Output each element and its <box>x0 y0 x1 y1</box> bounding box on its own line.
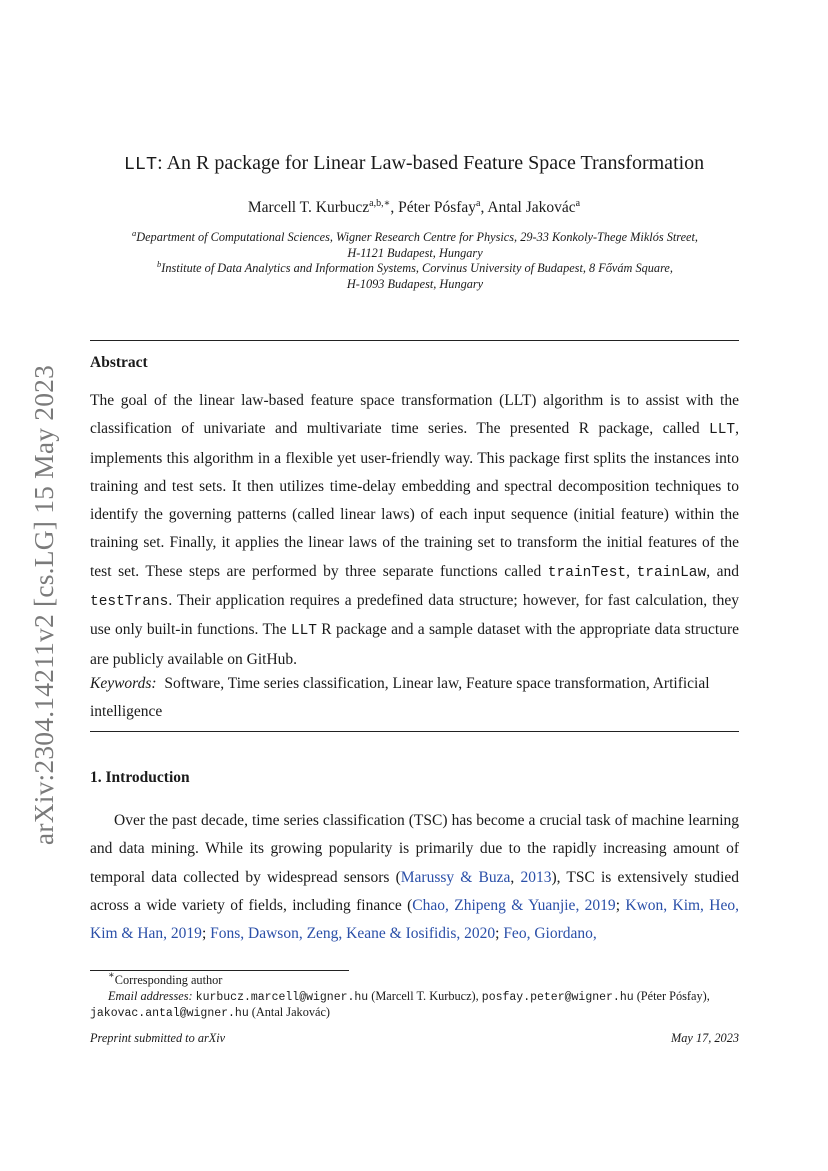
author-name: Marcell T. Kurbucz <box>247 199 370 216</box>
abstract-body <box>90 387 739 674</box>
abstract-text: , <box>626 562 637 580</box>
citation-link[interactable]: Chao, Zhipeng & Yuanjie, 2019 <box>412 896 616 914</box>
intro-text: , <box>510 868 521 886</box>
email-label: Email addresses: <box>108 988 193 1003</box>
citation-link[interactable]: Feo, Giordano, <box>503 925 597 943</box>
footnote-rule <box>90 970 349 971</box>
keywords-text: Software, Time series classification, Linear law, Feature space transformation, Artificial intelligence <box>90 675 710 721</box>
affiliation-line: Department of Computational Sciences, Wigner Research Centre for Physics, 29-33 Konkoly-Thege Miklós Street, <box>136 230 699 244</box>
affiliation-b <box>90 261 740 292</box>
email-owner: (Péter Pósfay), <box>633 988 710 1003</box>
citation-year-link[interactable]: 2013 <box>520 868 552 886</box>
abstract-text: , and <box>706 562 739 580</box>
abstract-text: The goal of the linear law-based feature space transformation (LLT) algorithm is to assist with the classification of univariate and multivariate time series. The presented R package, called <box>90 392 739 438</box>
email-link[interactable]: posfay.peter@wigner.hu <box>481 990 634 1004</box>
citation-link[interactable]: Fons, Dawson, Zeng, Keane & Iosifidis, 2020 <box>210 925 496 943</box>
footer-preprint-note: Preprint submitted to arXiv <box>90 1031 226 1045</box>
title-package-name: LLT <box>123 154 158 175</box>
footnote-emails <box>90 989 739 1022</box>
arxiv-identifier-stamp <box>24 355 64 855</box>
email-owner: (Antal Jakovác) <box>248 1005 330 1019</box>
author-list <box>0 197 828 219</box>
intro-text: ), TSC is extensively studied across a wide variety of fields, including finance ( <box>90 868 740 914</box>
abstract-text: . Their application requires a predefined data structure; however, for fast calculation, they use only built-in functions. The <box>90 592 739 639</box>
footnote-corresponding-text: Corresponding author <box>114 973 223 987</box>
intro-text: ; <box>495 925 504 943</box>
keywords <box>90 670 739 727</box>
intro-text: ; <box>615 896 626 914</box>
abstract-heading: Abstract <box>90 354 148 371</box>
affiliation-a <box>90 230 740 261</box>
intro-text: ; <box>201 925 211 943</box>
title-text: : An R package for Linear Law-based Feature Space Transformation <box>157 152 705 174</box>
author-name: Péter Pósfay <box>398 199 477 216</box>
abstract-text: , implements this algorithm in a flexible yet user-friendly way. This package first splits the instances into training and test sets. It then utilizes time-delay embedding and spectral decomposition techniques to identify the governing patterns (called linear laws) of each input sequence (initial feature) within the training set. Finally, it applies the linear laws of the training set to transform the initial features of the test set. These steps are performed by three separate functions called <box>90 420 739 580</box>
author-affiliation-mark: a <box>575 198 581 209</box>
affiliation-mark: b <box>157 259 162 269</box>
footnote <box>90 970 739 1022</box>
footnote-corresponding <box>90 970 739 989</box>
affiliation-mark: a <box>131 228 137 238</box>
footnote-mark: ∗ <box>108 970 115 981</box>
abstract-text: R package and a sample dataset with the appropriate data structure are publicly available on GitHub. <box>90 621 739 668</box>
keywords-label: Keywords: <box>90 675 157 692</box>
code-testtrans: testTrans <box>90 594 169 611</box>
footer-date: May 17, 2023 <box>671 1031 739 1045</box>
citation-link[interactable]: Marussy & Buza <box>400 868 511 886</box>
author-affiliation-mark: a,b,∗ <box>369 198 391 209</box>
paper-title <box>0 150 828 178</box>
code-llt: LLT <box>290 623 317 640</box>
author-affiliation-mark: a <box>476 198 481 209</box>
affiliation-line: H-1093 Budapest, Hungary <box>346 276 484 291</box>
email-link[interactable]: kurbucz.marcell@wigner.hu <box>195 990 369 1004</box>
code-llt: LLT <box>709 422 736 439</box>
introduction-heading: 1. Introduction <box>90 769 190 786</box>
abstract-top-rule <box>90 340 739 341</box>
intro-text: Over the past decade, time series classification (TSC) has become a crucial task of machine learning and data mining. While its growing popularity is primarily due to the rapidly increasing amount of temporal data collected by widespread sensors ( <box>90 812 739 886</box>
arxiv-identifier-text: arXiv:2304.14211v2 [cs.LG] 15 May 2023 <box>28 364 59 846</box>
introduction-body <box>90 807 739 948</box>
author-name: Antal Jakovác <box>487 199 576 216</box>
author-separator: , <box>480 199 488 216</box>
affiliation-line: H-1121 Budapest, Hungary <box>347 245 483 260</box>
code-trainlaw: trainLaw <box>636 564 707 581</box>
affiliation-line: Institute of Data Analytics and Information Systems, Corvinus University of Budapest, 8 Fővám Square, <box>161 261 673 275</box>
email-link[interactable]: jakovac.antal@wigner.hu <box>90 1007 249 1020</box>
email-owner: (Marcell T. Kurbucz), <box>368 988 482 1003</box>
author-separator: , <box>390 199 399 216</box>
code-traintest: trainTest <box>547 564 627 581</box>
citation-link[interactable]: Kwon, Kim, Heo, Kim & Han, 2019 <box>90 896 740 943</box>
abstract-bottom-rule <box>90 731 739 732</box>
